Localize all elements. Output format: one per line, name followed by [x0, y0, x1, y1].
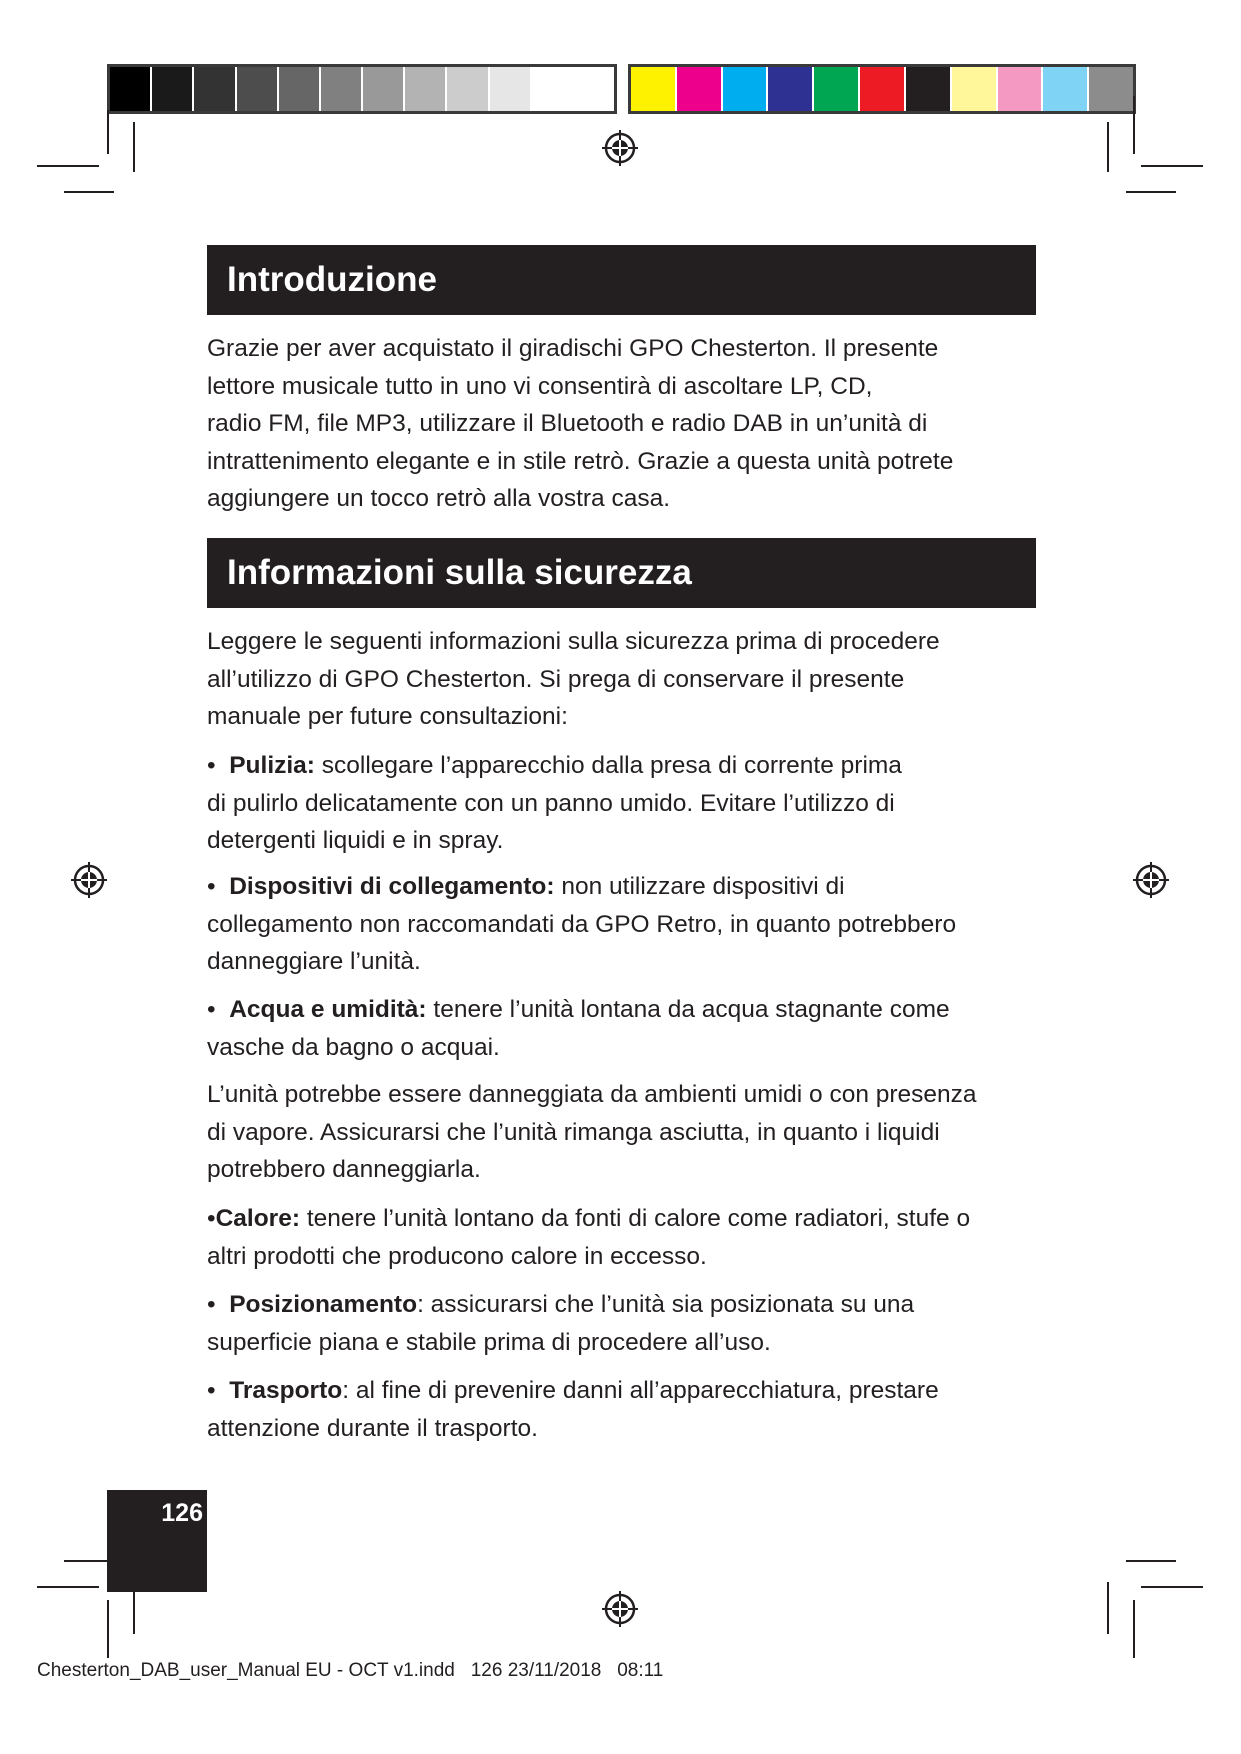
- text-line: tenere l’unità lontano da fonti di calore come radiatori, stufe o: [306, 1205, 971, 1232]
- color-swatch: [321, 67, 363, 111]
- section-heading-introduction: Introduzione: [207, 245, 1036, 315]
- color-swatch: [768, 67, 814, 111]
- text-line: di vapore. Assicurarsi che l’unità rimanga asciutta, in quanto i liquidi: [207, 1118, 940, 1146]
- color-swatch: [998, 67, 1044, 111]
- crop-mark: [1107, 122, 1109, 172]
- text-line: di pulirlo delicatamente con un panno umido. Evitare l’utilizzo di: [207, 789, 895, 817]
- item-term: Pulizia:: [229, 752, 315, 779]
- slug-date: 23/11/2018: [507, 1660, 602, 1681]
- text-line: superficie piana e stabile prima di procedere all’uso.: [207, 1328, 771, 1356]
- text-line: potrebbero danneggiarla.: [207, 1156, 481, 1183]
- text-line: attenzione durante il trasporto.: [207, 1414, 538, 1442]
- item-term: Dispositivi di collegamento:: [229, 873, 555, 900]
- bullet-marker: •: [207, 1205, 216, 1232]
- item-term: Acqua e umidità:: [229, 996, 427, 1023]
- color-swatch: [1089, 67, 1133, 111]
- bullet-marker: •: [207, 752, 216, 779]
- bullet-marker: •: [207, 873, 216, 900]
- registration-mark-icon: [1131, 860, 1171, 900]
- crop-mark: [64, 191, 114, 193]
- color-swatch: [194, 67, 236, 111]
- grayscale-color-bar: [107, 64, 617, 114]
- crop-mark: [107, 110, 109, 154]
- color-swatch: [279, 67, 321, 111]
- color-swatch: [110, 67, 152, 111]
- text-line: Leggere le seguenti informazioni sulla sicurezza prima di procedere: [207, 628, 940, 655]
- text-line: detergenti liquidi e in spray.: [207, 827, 504, 854]
- safety-item-cleaning: [207, 747, 1047, 860]
- crop-mark: [1141, 1586, 1203, 1588]
- crop-mark: [1107, 1582, 1109, 1634]
- item-term: Posizionamento: [229, 1291, 418, 1318]
- text-line: lettore musicale tutto in uno vi consentirà di ascoltare LP, CD,: [207, 372, 873, 400]
- color-swatch: [906, 67, 952, 111]
- text-line: tenere l’unità lontana da acqua stagnante come: [433, 996, 950, 1023]
- humidity-paragraph: [207, 1076, 1047, 1189]
- crop-mark: [133, 122, 135, 172]
- safety-intro-paragraph: [207, 623, 1047, 736]
- safety-item-water: [207, 991, 1047, 1066]
- color-swatch: [532, 67, 574, 111]
- print-slug: [37, 1660, 663, 1682]
- text-line: : al fine di prevenire danni all’apparecchiatura, prestare: [342, 1377, 939, 1404]
- color-swatch: [860, 67, 906, 111]
- item-term: Calore:: [215, 1205, 300, 1232]
- page-number: 126: [161, 1499, 203, 1527]
- page-number-tab: [107, 1490, 207, 1592]
- color-swatch: [677, 67, 723, 111]
- color-swatch: [1043, 67, 1089, 111]
- text-line: danneggiare l’unità.: [207, 948, 421, 975]
- text-line: altri prodotti che producono calore in eccesso.: [207, 1242, 707, 1270]
- text-line: radio FM, file MP3, utilizzare il Bluetooth e radio DAB in un’unità di: [207, 410, 928, 437]
- color-swatch: [723, 67, 769, 111]
- text-line: intrattenimento elegante e in stile retrò. Grazie a questa unità potrete: [207, 447, 954, 475]
- process-color-bar: [628, 64, 1136, 114]
- crop-mark: [1126, 1560, 1176, 1562]
- safety-item-transport: [207, 1372, 1047, 1447]
- color-swatch: [447, 67, 489, 111]
- section-heading-safety: Informazioni sulla sicurezza: [207, 538, 1036, 608]
- color-swatch: [152, 67, 194, 111]
- crop-mark: [37, 1586, 99, 1588]
- intro-paragraph: [207, 330, 1047, 518]
- crop-mark: [1141, 165, 1203, 167]
- registration-mark-icon: [69, 860, 109, 900]
- bullet-marker: •: [207, 1291, 216, 1318]
- text-line: non utilizzare dispositivi di: [561, 873, 845, 900]
- slug-file: Chesterton_DAB_user_Manual EU - OCT v1.indd: [37, 1660, 455, 1681]
- text-line: Grazie per aver acquistato il giradischi GPO Chesterton. Il presente: [207, 335, 939, 362]
- slug-time: 08:11: [617, 1660, 664, 1681]
- color-swatch: [631, 67, 677, 111]
- text-line: aggiungere un tocco retrò alla vostra casa.: [207, 485, 671, 512]
- safety-item-positioning: [207, 1286, 1047, 1361]
- color-swatch: [405, 67, 447, 111]
- safety-item-heat: [207, 1200, 1047, 1275]
- crop-mark: [107, 1600, 109, 1658]
- item-term: Trasporto: [229, 1377, 343, 1404]
- text-line: : assicurarsi che l’unità sia posizionata su una: [417, 1291, 915, 1318]
- color-swatch: [814, 67, 860, 111]
- crop-mark: [1126, 191, 1176, 193]
- registration-mark-icon: [600, 128, 640, 168]
- color-swatch: [490, 67, 532, 111]
- bullet-marker: •: [207, 1377, 216, 1404]
- text-line: vasche da bagno o acquai.: [207, 1033, 500, 1061]
- bullet-marker: •: [207, 996, 216, 1023]
- text-line: scollegare l’apparecchio dalla presa di corrente prima: [321, 752, 902, 779]
- text-line: manuale per future consultazioni:: [207, 703, 568, 730]
- text-line: all’utilizzo di GPO Chesterton. Si prega di conservare il presente: [207, 665, 905, 693]
- color-swatch: [237, 67, 279, 111]
- color-swatch: [363, 67, 405, 111]
- crop-mark: [1133, 96, 1135, 154]
- text-line: collegamento non raccomandati da GPO Retro, in quanto potrebbero: [207, 910, 957, 938]
- crop-mark: [1133, 1600, 1135, 1658]
- color-swatch: [952, 67, 998, 111]
- color-swatch: [574, 67, 614, 111]
- crop-mark: [37, 165, 99, 167]
- registration-mark-icon: [600, 1589, 640, 1629]
- safety-item-connections: [207, 868, 1047, 981]
- text-line: L’unità potrebbe essere danneggiata da ambienti umidi o con presenza: [207, 1081, 977, 1108]
- slug-page: 126: [470, 1660, 503, 1681]
